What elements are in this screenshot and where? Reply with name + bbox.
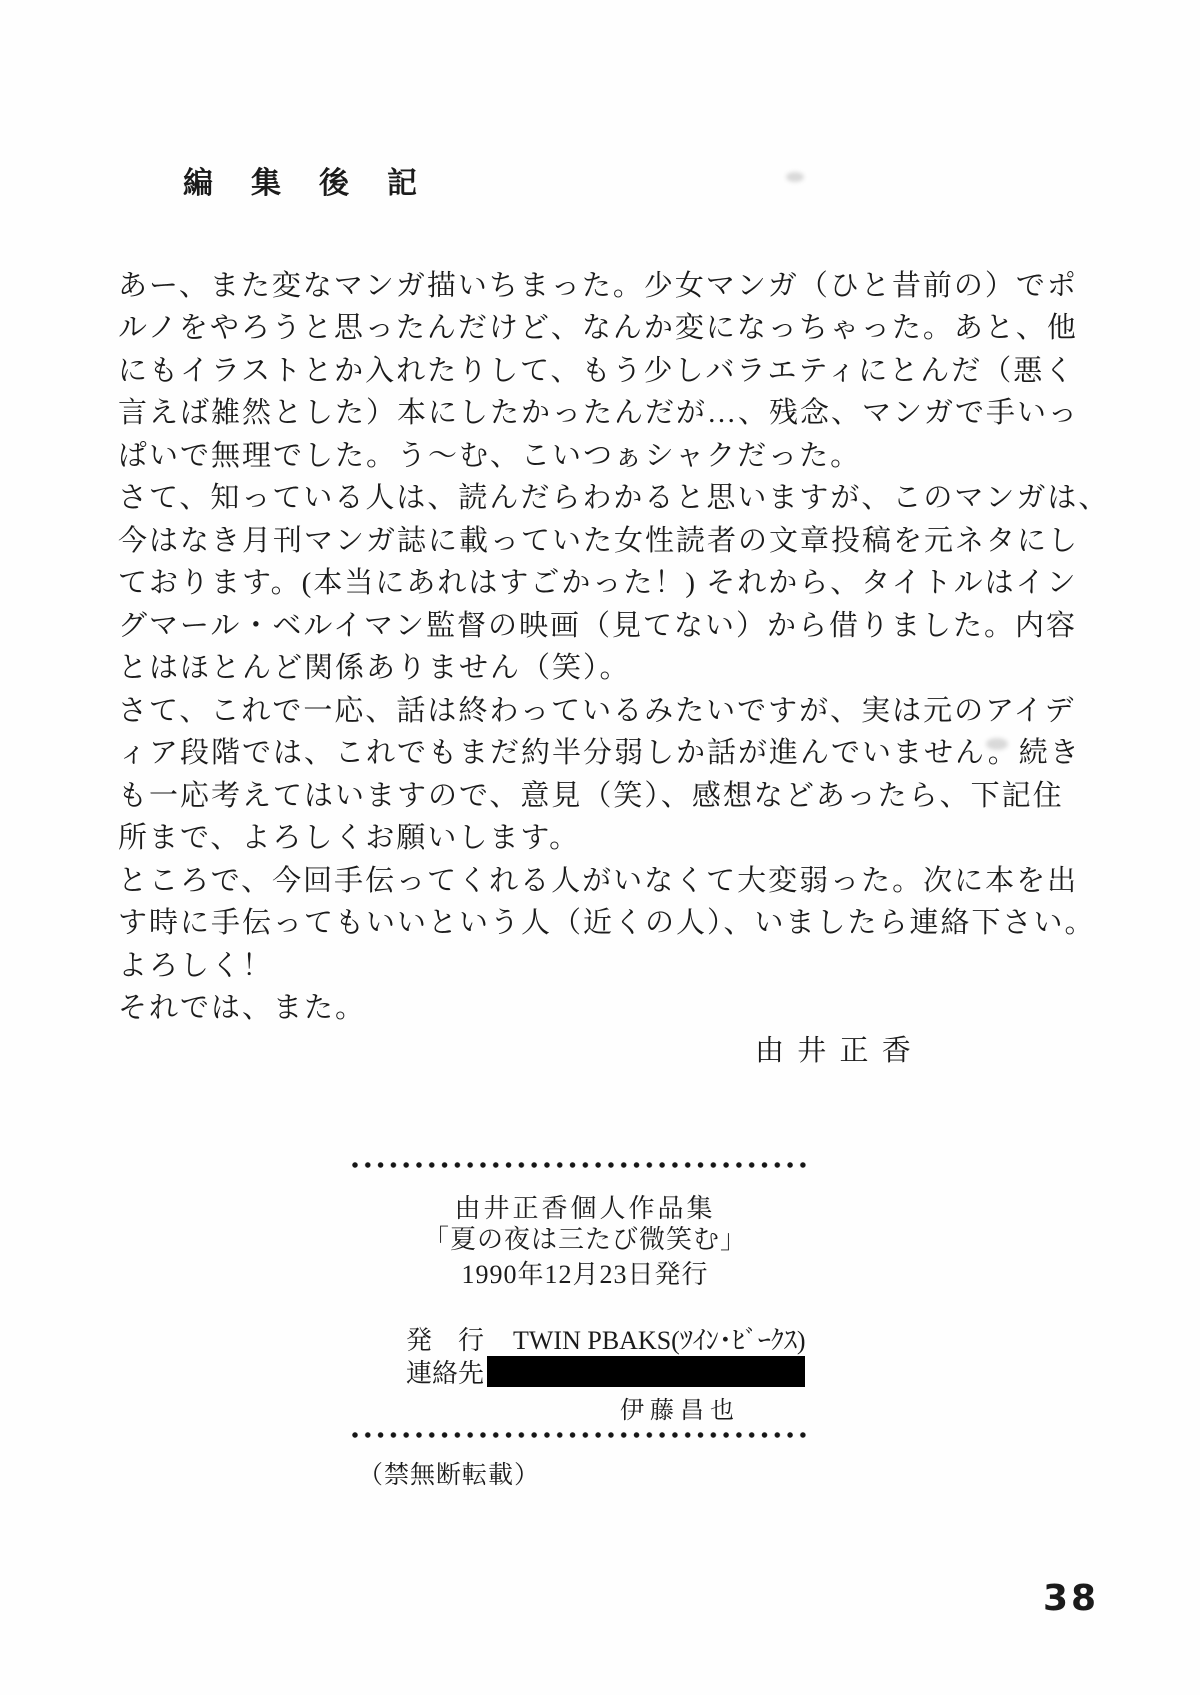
body-line: あー、また変なマンガ描いちまった。少女マンガ（ひと昔前の）でポ: [118, 270, 1078, 302]
publisher-label: 発 行: [406, 1326, 485, 1355]
body-line: さて、知っている人は、読んだらわかると思いますが、このマンガは、: [118, 482, 1110, 514]
body-line: それでは、また。: [118, 992, 367, 1024]
body-line: よろしく！: [118, 950, 274, 982]
body-line: ぱいで無理でした。う～む、こいつぁシャクだった。: [118, 440, 862, 472]
colophon-publish-date: 1990年12月23日発行: [461, 1260, 709, 1289]
author-signature: 由 井 正 香: [755, 1035, 914, 1067]
publisher-value: TWIN PBAKS(ﾂｲﾝ･ﾋﾞｰｸｽ): [513, 1326, 806, 1355]
body-line: す時に手伝ってもいいという人（近くの人）、いましたら連絡下さい。: [118, 907, 1096, 939]
body-line: グマール・ベルイマン監督の映画（見てない）から借りました。内容: [118, 610, 1077, 642]
body-line: 言えば雑然とした）本にしたかったんだが…、残念、マンガで手いっ: [118, 397, 1080, 429]
body-line: も一応考えてはいますので、意見（笑）、感想などあったら、下記住: [118, 780, 1064, 812]
body-line: さて、これで一応、話は終わっているみたいですが、実は元のアイデ: [118, 695, 1076, 727]
body-line: ルノをやろうと思ったんだけど、なんか変になっちゃった。あと、他: [118, 312, 1078, 344]
dotted-separator-top: [352, 1162, 810, 1169]
reprint-prohibition-notice: （禁無断転載）: [358, 1462, 541, 1489]
colophon-book-title: 「夏の夜は三たび微笑む」: [422, 1225, 747, 1254]
body-line: 所まで、よろしくお願いします。: [118, 822, 581, 854]
contact-label: 連絡先: [406, 1359, 485, 1388]
scan-artifact: [786, 172, 804, 182]
scan-artifact: [986, 738, 1008, 750]
body-line: ィア段階では、これでもまだ約半分弱しか話が進んでいません。続き: [118, 737, 1081, 769]
page-number: 38: [1043, 1578, 1100, 1619]
redaction-bar: [487, 1356, 805, 1387]
dotted-separator-bottom: [352, 1432, 810, 1439]
body-line: にもイラストとか入れたりして、もう少しバラエティにとんだ（悪く: [118, 355, 1076, 387]
body-line: ております。(本当にあれはすごかった！) それから、タイトルはイン: [118, 567, 1078, 599]
contact-person-name: 伊藤昌也: [620, 1398, 740, 1424]
body-line: ところで、今回手伝ってくれる人がいなくて大変弱った。次に本を出: [118, 865, 1079, 897]
page-title: 編 集 後 記: [183, 167, 421, 200]
body-line: 今はなき月刊マンガ誌に載っていた女性読者の文章投稿を元ネタにし: [118, 525, 1080, 557]
colophon-series: 由井正香個人作品集: [454, 1194, 716, 1223]
body-line: とはほとんど関係ありません（笑）。: [118, 652, 631, 684]
